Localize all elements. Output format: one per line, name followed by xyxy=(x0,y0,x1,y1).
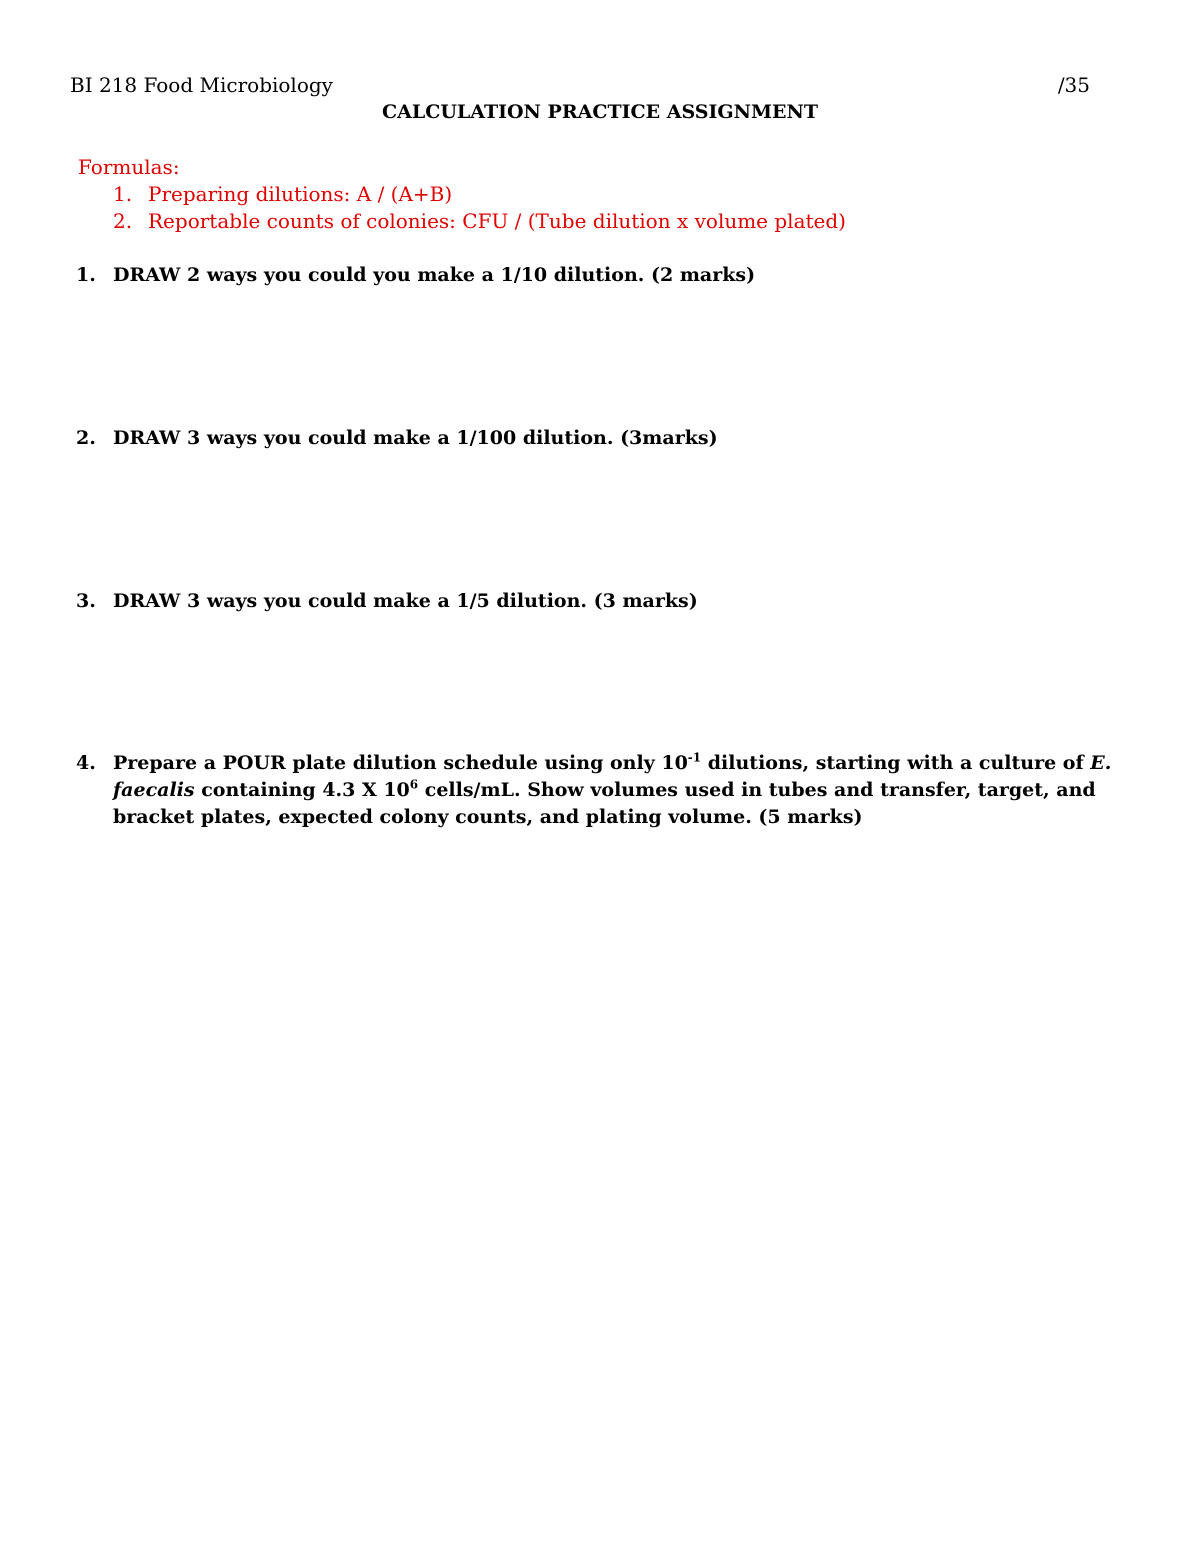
question-text-part: Prepare a POUR plate dilution schedule using only 10 xyxy=(113,752,688,774)
course-title: BI 218 Food Microbiology xyxy=(70,73,333,97)
question-number: 3. xyxy=(76,590,96,612)
formula-list xyxy=(78,181,846,235)
question-4 xyxy=(76,750,1116,831)
question-text: DRAW 2 ways you could you make a 1/10 dilution. (2 marks) xyxy=(113,264,756,286)
exponent: 6 xyxy=(409,777,419,792)
formulas-section xyxy=(78,154,846,235)
question-number: 2. xyxy=(76,427,96,449)
question-text xyxy=(113,750,1116,831)
question-text-part: containing 4.3 X 10 xyxy=(194,779,410,801)
question-number: 4. xyxy=(76,752,96,774)
formula-number: 2. xyxy=(113,209,133,233)
formula-item xyxy=(78,181,846,208)
formula-item xyxy=(78,208,846,235)
question-number: 1. xyxy=(76,264,96,286)
question-text: DRAW 3 ways you could make a 1/100 dilution. (3marks) xyxy=(113,427,718,449)
question-text: DRAW 3 ways you could make a 1/5 dilution. (3 marks) xyxy=(113,590,698,612)
assignment-title: CALCULATION PRACTICE ASSIGNMENT xyxy=(382,101,818,123)
question-2 xyxy=(76,425,1116,452)
formula-number: 1. xyxy=(113,182,133,206)
formula-text: Reportable counts of colonies: CFU / (Tube dilution x volume plated) xyxy=(148,209,846,233)
species-name: E. faecalis xyxy=(113,752,1112,801)
total-marks: /35 xyxy=(1057,73,1090,97)
formula-text: Preparing dilutions: A / (A+B) xyxy=(148,182,453,206)
exponent: -1 xyxy=(687,750,702,765)
question-text-part: dilutions, starting with a culture of xyxy=(701,752,1091,774)
question-3 xyxy=(76,588,1116,615)
question-text-part: cells/mL. Show volumes used in tubes and transfer, target, and bracket plates, expected colony counts, and plating volume. (5 marks) xyxy=(113,779,1096,828)
question-1 xyxy=(76,262,1116,289)
formulas-heading: Formulas: xyxy=(78,155,180,179)
